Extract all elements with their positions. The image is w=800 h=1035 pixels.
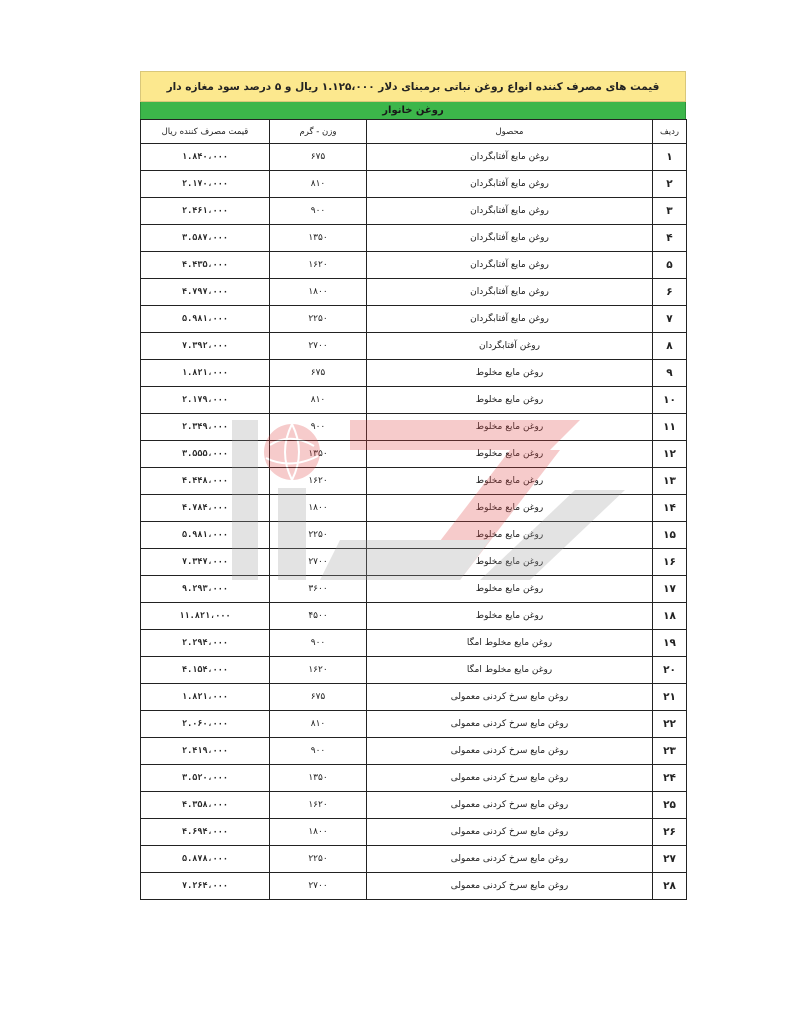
table-row	[141, 711, 687, 738]
row-index: ۲۵	[653, 792, 687, 819]
row-product: روغن مایع سرخ کردنی معمولی	[367, 765, 653, 792]
row-product: روغن مایع آفتابگردان	[367, 144, 653, 171]
table-row	[141, 738, 687, 765]
row-index: ۲۲	[653, 711, 687, 738]
row-price: ۱.۸۲۱،۰۰۰	[141, 360, 270, 387]
table-row	[141, 225, 687, 252]
row-index: ۱۲	[653, 441, 687, 468]
row-index: ۱۸	[653, 603, 687, 630]
row-weight: ۹۰۰	[270, 738, 367, 765]
row-price: ۷.۳۹۲،۰۰۰	[141, 333, 270, 360]
row-price: ۴.۱۵۴،۰۰۰	[141, 657, 270, 684]
row-price: ۲.۰۶۰،۰۰۰	[141, 711, 270, 738]
row-product: روغن مایع سرخ کردنی معمولی	[367, 711, 653, 738]
sheet-title	[140, 71, 686, 102]
row-product: روغن مایع آفتابگردان	[367, 171, 653, 198]
row-product: روغن مایع سرخ کردنی معمولی	[367, 819, 653, 846]
price-table	[140, 119, 687, 900]
table-row	[141, 684, 687, 711]
row-index: ۱۵	[653, 522, 687, 549]
row-weight: ۲۷۰۰	[270, 549, 367, 576]
table-row	[141, 333, 687, 360]
row-price: ۷.۲۶۴،۰۰۰	[141, 873, 270, 900]
row-weight: ۱۸۰۰	[270, 819, 367, 846]
row-index: ۲۳	[653, 738, 687, 765]
row-index: ۲۷	[653, 846, 687, 873]
row-price: ۴.۳۵۸،۰۰۰	[141, 792, 270, 819]
row-index: ۷	[653, 306, 687, 333]
row-price: ۲.۴۶۱،۰۰۰	[141, 198, 270, 225]
row-index: ۵	[653, 252, 687, 279]
row-weight: ۱۳۵۰	[270, 225, 367, 252]
row-price: ۳.۵۸۷،۰۰۰	[141, 225, 270, 252]
table-row	[141, 603, 687, 630]
row-weight: ۱۶۲۰	[270, 657, 367, 684]
row-product: روغن مایع سرخ کردنی معمولی	[367, 792, 653, 819]
row-product: روغن مایع مخلوط امگا	[367, 630, 653, 657]
table-row	[141, 441, 687, 468]
section-header	[140, 102, 686, 119]
row-index: ۲۴	[653, 765, 687, 792]
table-row	[141, 792, 687, 819]
row-price: ۴.۴۴۸،۰۰۰	[141, 468, 270, 495]
row-product: روغن مایع مخلوط امگا	[367, 657, 653, 684]
sheet-title-text: قیمت های مصرف کننده انواع روغن نباتی برمبنای دلار ۱.۱۲۵،۰۰۰ ریال و ۵ درصد سود مغازه دار	[166, 80, 660, 93]
table-row	[141, 522, 687, 549]
row-price: ۵.۸۷۸،۰۰۰	[141, 846, 270, 873]
row-price: ۵.۹۸۱،۰۰۰	[141, 306, 270, 333]
row-price: ۱۱.۸۲۱،۰۰۰	[141, 603, 270, 630]
row-weight: ۸۱۰	[270, 387, 367, 414]
table-row	[141, 468, 687, 495]
price-sheet	[140, 71, 686, 900]
row-product: روغن مایع آفتابگردان	[367, 225, 653, 252]
row-weight: ۲۲۵۰	[270, 846, 367, 873]
column-header-index: ردیف	[653, 120, 687, 144]
row-product: روغن مایع مخلوط	[367, 549, 653, 576]
row-index: ۸	[653, 333, 687, 360]
row-index: ۲۸	[653, 873, 687, 900]
row-price: ۴.۷۹۷،۰۰۰	[141, 279, 270, 306]
row-weight: ۳۶۰۰	[270, 576, 367, 603]
row-price: ۲.۴۱۹،۰۰۰	[141, 738, 270, 765]
row-price: ۳.۵۲۰،۰۰۰	[141, 765, 270, 792]
row-weight: ۹۰۰	[270, 198, 367, 225]
table-row	[141, 549, 687, 576]
row-product: روغن مایع مخلوط	[367, 441, 653, 468]
row-product: روغن آفتابگردان	[367, 333, 653, 360]
row-index: ۱۰	[653, 387, 687, 414]
row-weight: ۱۶۲۰	[270, 252, 367, 279]
table-header-row	[141, 120, 687, 144]
row-product: روغن مایع آفتابگردان	[367, 279, 653, 306]
row-index: ۲	[653, 171, 687, 198]
row-weight: ۱۸۰۰	[270, 279, 367, 306]
row-product: روغن مایع سرخ کردنی معمولی	[367, 873, 653, 900]
row-product: روغن مایع آفتابگردان	[367, 252, 653, 279]
table-row	[141, 630, 687, 657]
row-weight: ۶۷۵	[270, 144, 367, 171]
table-row	[141, 495, 687, 522]
row-product: روغن مایع مخلوط	[367, 414, 653, 441]
row-product: روغن مایع مخلوط	[367, 468, 653, 495]
row-index: ۱۳	[653, 468, 687, 495]
row-price: ۴.۶۹۴،۰۰۰	[141, 819, 270, 846]
row-product: روغن مایع مخلوط	[367, 522, 653, 549]
row-index: ۱۷	[653, 576, 687, 603]
row-price: ۲.۱۷۰،۰۰۰	[141, 171, 270, 198]
row-weight: ۲۲۵۰	[270, 522, 367, 549]
row-product: روغن مایع مخلوط	[367, 495, 653, 522]
row-index: ۹	[653, 360, 687, 387]
table-row	[141, 306, 687, 333]
row-product: روغن مایع آفتابگردان	[367, 198, 653, 225]
column-header-weight: وزن - گرم	[270, 120, 367, 144]
row-product: روغن مایع مخلوط	[367, 387, 653, 414]
row-weight: ۲۷۰۰	[270, 873, 367, 900]
table-body	[141, 144, 687, 900]
row-weight: ۱۶۲۰	[270, 468, 367, 495]
row-weight: ۱۳۵۰	[270, 765, 367, 792]
column-header-product: محصول	[367, 120, 653, 144]
row-index: ۲۶	[653, 819, 687, 846]
row-price: ۳.۵۵۵،۰۰۰	[141, 441, 270, 468]
row-product: روغن مایع سرخ کردنی معمولی	[367, 738, 653, 765]
row-product: روغن مایع مخلوط	[367, 603, 653, 630]
table-row	[141, 387, 687, 414]
table-row	[141, 360, 687, 387]
row-index: ۲۰	[653, 657, 687, 684]
table-row	[141, 279, 687, 306]
row-index: ۱	[653, 144, 687, 171]
row-weight: ۱۶۲۰	[270, 792, 367, 819]
section-header-text: روغن خانوار	[382, 105, 444, 116]
table-row	[141, 144, 687, 171]
row-product: روغن مایع مخلوط	[367, 576, 653, 603]
row-index: ۱۹	[653, 630, 687, 657]
row-price: ۹.۲۹۳،۰۰۰	[141, 576, 270, 603]
table-row	[141, 819, 687, 846]
row-price: ۴.۷۸۴،۰۰۰	[141, 495, 270, 522]
row-index: ۱۶	[653, 549, 687, 576]
row-index: ۴	[653, 225, 687, 252]
table-row	[141, 873, 687, 900]
table-row	[141, 198, 687, 225]
row-weight: ۶۷۵	[270, 360, 367, 387]
row-index: ۲۱	[653, 684, 687, 711]
table-row	[141, 765, 687, 792]
row-index: ۳	[653, 198, 687, 225]
row-price: ۴.۴۳۵،۰۰۰	[141, 252, 270, 279]
row-price: ۷.۳۴۷،۰۰۰	[141, 549, 270, 576]
row-product: روغن مایع سرخ کردنی معمولی	[367, 684, 653, 711]
row-product: روغن مایع سرخ کردنی معمولی	[367, 846, 653, 873]
table-row	[141, 414, 687, 441]
row-weight: ۹۰۰	[270, 630, 367, 657]
row-product: روغن مایع آفتابگردان	[367, 306, 653, 333]
row-weight: ۸۱۰	[270, 711, 367, 738]
row-price: ۲.۱۷۹،۰۰۰	[141, 387, 270, 414]
row-weight: ۹۰۰	[270, 414, 367, 441]
row-weight: ۲۲۵۰	[270, 306, 367, 333]
row-index: ۱۱	[653, 414, 687, 441]
row-index: ۶	[653, 279, 687, 306]
table-row	[141, 171, 687, 198]
row-weight: ۴۵۰۰	[270, 603, 367, 630]
row-weight: ۲۷۰۰	[270, 333, 367, 360]
column-header-price: قیمت مصرف کننده ریال	[141, 120, 270, 144]
row-price: ۱.۸۲۱،۰۰۰	[141, 684, 270, 711]
row-weight: ۱۳۵۰	[270, 441, 367, 468]
table-row	[141, 846, 687, 873]
row-index: ۱۴	[653, 495, 687, 522]
row-price: ۲.۲۹۴،۰۰۰	[141, 630, 270, 657]
row-weight: ۱۸۰۰	[270, 495, 367, 522]
table-row	[141, 657, 687, 684]
table-row	[141, 576, 687, 603]
row-price: ۵.۹۸۱،۰۰۰	[141, 522, 270, 549]
row-weight: ۸۱۰	[270, 171, 367, 198]
row-weight: ۶۷۵	[270, 684, 367, 711]
row-price: ۱.۸۴۰،۰۰۰	[141, 144, 270, 171]
row-product: روغن مایع مخلوط	[367, 360, 653, 387]
row-price: ۲.۳۴۹،۰۰۰	[141, 414, 270, 441]
table-row	[141, 252, 687, 279]
